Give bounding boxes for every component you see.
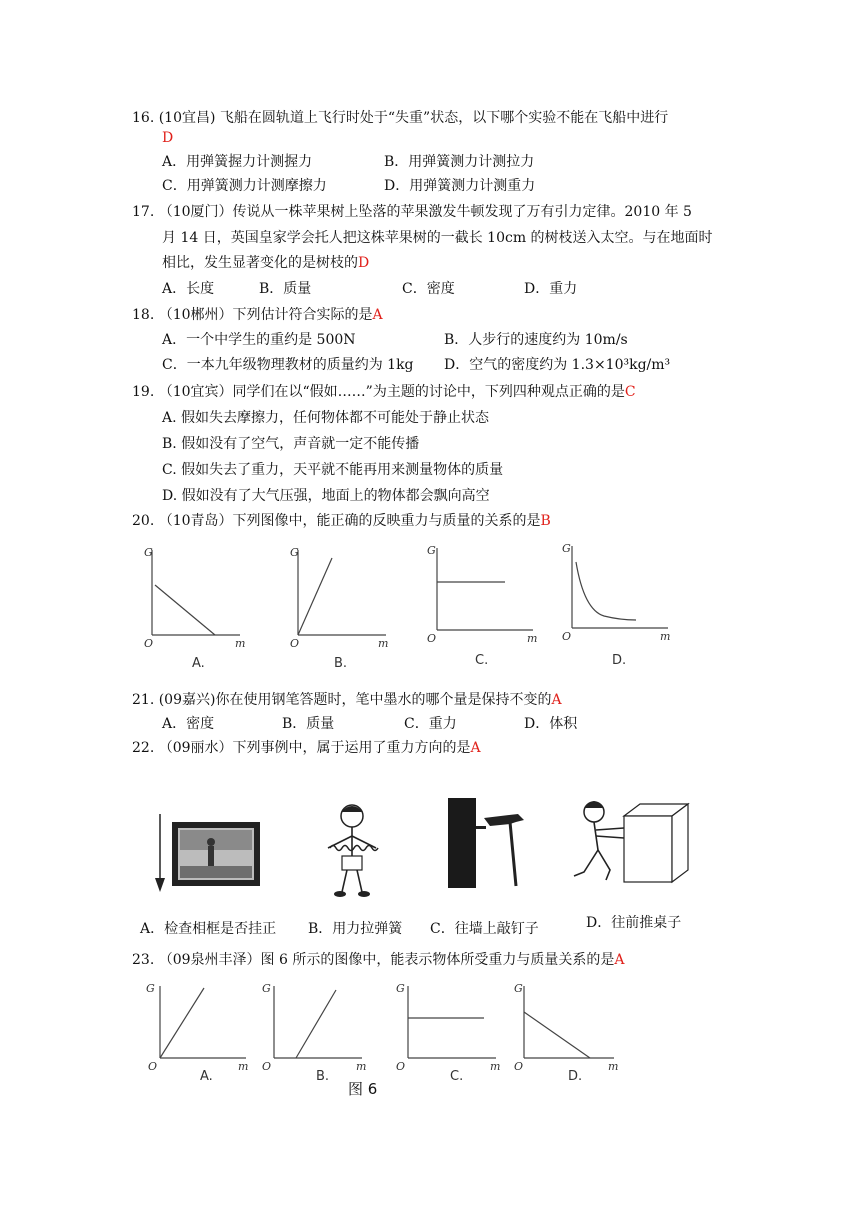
option-21-b: B．质量 (282, 716, 335, 732)
question-text: 19. （10宜宾）同学们在以“假如……”为主题的讨论中，下列四种观点正确的是 (132, 384, 625, 400)
graph-23-d (508, 978, 620, 1088)
caption-22-d: D．往前推桌子 (586, 915, 682, 931)
figure-6-label: 图 6 (348, 1080, 378, 1098)
answer-mark: D (162, 130, 174, 146)
graph-caption: D. (568, 1069, 583, 1084)
option-21-d: D．体积 (524, 716, 578, 732)
illustration-hammer-nail (440, 796, 535, 891)
caption-22-b: B．用力拉弹簧 (308, 921, 403, 937)
question-17-line-2: 月 14 日，英国皇家学会托人把这株苹果树的一截长 10cm 的树枝送入太空。与在地面时 (162, 230, 713, 246)
origin-label: O (514, 1060, 524, 1073)
question-text: 23. （09泉州丰泽）图 6 所示的图像中，能表示物体所受重力与质量关系的是 (132, 952, 615, 968)
graph-caption: A. (192, 656, 205, 671)
graph-caption: C. (450, 1069, 464, 1084)
illustration-plumb-frame (150, 800, 265, 900)
graph-caption: D. (612, 653, 627, 668)
origin-label: O (290, 637, 300, 650)
origin-label: O (148, 1060, 158, 1073)
graph-23-c (390, 978, 502, 1088)
option-17-d: D．重力 (524, 281, 578, 297)
origin-label: O (562, 630, 572, 643)
answer-mark: A (551, 692, 562, 708)
graph-23-a (142, 978, 252, 1088)
question-20 (132, 511, 551, 531)
graph-caption: B. (334, 656, 348, 671)
answer-mark: A (470, 740, 481, 756)
axis-y-label: G (562, 542, 571, 555)
origin-label: O (396, 1060, 406, 1073)
axis-y-label: G (146, 982, 155, 995)
axis-y-label: G (144, 546, 153, 559)
axis-x-label: m (608, 1060, 619, 1073)
axis-y-label: G (427, 544, 436, 557)
answer-mark: B (540, 513, 551, 529)
graph-caption: A. (200, 1069, 213, 1084)
question-text: 相比，发生显著变化的是树枝的 (162, 255, 358, 271)
graph-20-d (560, 540, 675, 675)
question-16 (132, 108, 668, 128)
question-21 (132, 690, 562, 710)
illustration-spring-pull (312, 798, 392, 900)
option-19-d: D. 假如没有了大气压强，地面上的物体都会飘向高空 (162, 488, 490, 504)
option-19-c: C. 假如失去了重力，天平就不能再用来测量物体的质量 (162, 462, 504, 478)
question-18 (132, 305, 383, 325)
graph-caption: B. (316, 1069, 330, 1084)
option-19-b: B. 假如没有了空气，声音就一定不能传播 (162, 436, 420, 452)
illustration-push-table (566, 790, 696, 890)
option-17-a: A．长度 (162, 281, 215, 297)
question-text: 22. （09丽水）下列事例中，属于运用了重力方向的是 (132, 740, 471, 756)
axis-y-label: G (262, 982, 271, 995)
answer-16 (162, 128, 173, 148)
option-17-c: C．密度 (402, 281, 455, 297)
question-text: 18. （10郴州）下列估计符合实际的是 (132, 307, 373, 323)
option-21-c: C．重力 (404, 716, 457, 732)
option-18-d: D．空气的密度约为 1.3×10³kg/m³ (444, 357, 671, 373)
question-text: 20. （10青岛）下列图像中，能正确的反映重力与质量的关系的是 (132, 513, 541, 529)
answer-mark: A (614, 952, 625, 968)
question-22 (132, 738, 481, 758)
axis-x-label: m (660, 630, 671, 643)
graph-20-b (286, 540, 396, 675)
option-21-a: A．密度 (162, 716, 215, 732)
option-16-d: D．用弹簧测力计测重力 (384, 178, 536, 194)
origin-label: O (427, 632, 437, 645)
question-text: 16. (10宜昌) 飞船在圆轨道上飞行时处于“失重”状态，以下哪个实验不能在飞船中进行 (132, 110, 669, 126)
axis-y-label: G (514, 982, 523, 995)
answer-mark: C (624, 384, 636, 400)
option-16-c: C．用弹簧测力计测摩擦力 (162, 178, 327, 194)
question-text: 21. (09嘉兴)你在使用钢笔答题时，笔中墨水的哪个量是保持不变的 (132, 692, 552, 708)
axis-x-label: m (238, 1060, 249, 1073)
answer-mark: A (372, 307, 383, 323)
axis-y-label: G (396, 982, 405, 995)
option-18-c: C．一本九年级物理教材的质量约为 1kg (162, 357, 414, 373)
graph-caption: C. (475, 653, 489, 668)
graph-20-c (425, 540, 540, 675)
answer-mark: D (358, 255, 370, 271)
question-19 (132, 382, 636, 402)
caption-22-c: C．往墙上敲钉子 (430, 921, 539, 937)
option-19-a: A. 假如失去摩擦力，任何物体都不可能处于静止状态 (162, 410, 490, 426)
option-18-b: B．人步行的速度约为 10m/s (444, 332, 628, 348)
question-17-line-1: 17. （10厦门）传说从一株苹果树上坠落的苹果激发牛顿发现了万有引力定律。2010 年 5 (132, 204, 692, 220)
caption-22-a: A．检查相框是否挂正 (140, 921, 277, 937)
axis-x-label: m (356, 1060, 367, 1073)
origin-label: O (262, 1060, 272, 1073)
axis-x-label: m (378, 637, 389, 650)
question-23 (132, 950, 624, 970)
axis-x-label: m (490, 1060, 501, 1073)
axis-y-label: G (290, 546, 299, 559)
graph-23-b (258, 978, 368, 1088)
axis-x-label: m (235, 637, 246, 650)
option-16-a: A．用弹簧握力计测握力 (162, 154, 313, 170)
question-17-line-3 (162, 253, 369, 273)
option-17-b: B．质量 (259, 281, 312, 297)
graph-20-a (140, 540, 250, 675)
origin-label: O (144, 637, 154, 650)
axis-x-label: m (527, 632, 538, 645)
option-16-b: B．用弹簧测力计测拉力 (384, 154, 535, 170)
option-18-a: A．一个中学生的重约是 500N (162, 332, 356, 348)
